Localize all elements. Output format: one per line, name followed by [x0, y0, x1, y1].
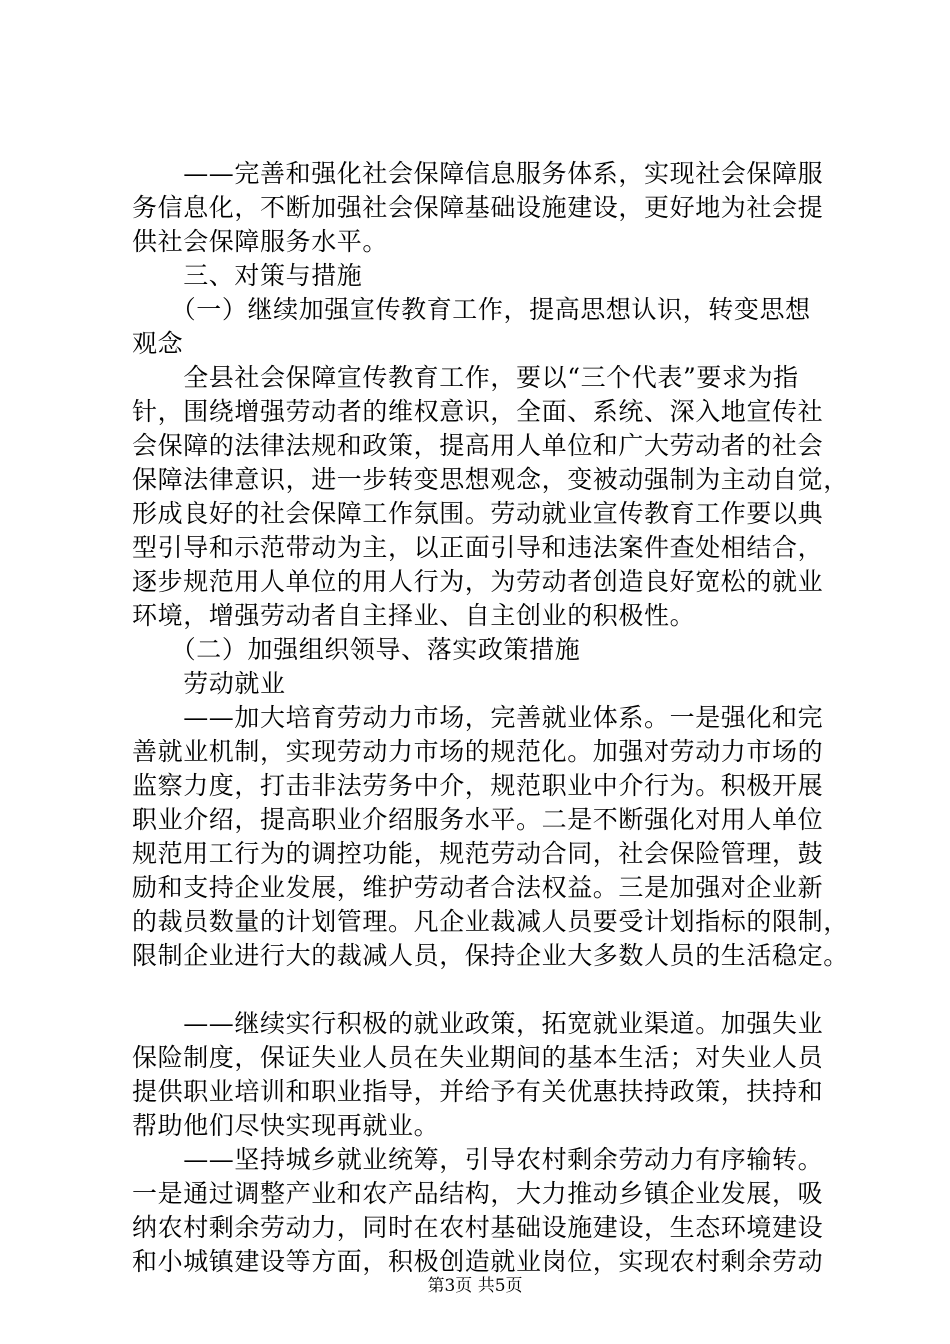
- text-line: 保障法律意识，进一步转变思想观念，变被动强制为主动自觉，: [132, 465, 849, 494]
- text-line: 观念: [132, 329, 184, 358]
- text-line: 形成良好的社会保障工作氛围。劳动就业宣传教育工作要以典: [132, 499, 824, 528]
- text-line: 针，围绕增强劳动者的维权意识，全面、系统、深入地宣传社: [132, 397, 824, 426]
- text-line: 一是通过调整产业和农产品结构，大力推动乡镇企业发展，吸: [132, 1179, 824, 1208]
- text-line: 型引导和示范带动为主，以正面引导和违法案件查处相结合，: [132, 533, 824, 562]
- text-line: 会保障的法律法规和政策，提高用人单位和广大劳动者的社会: [132, 431, 824, 460]
- text-line: 纳农村剩余劳动力，同时在农村基础设施建设，生态环境建设: [132, 1213, 824, 1242]
- text-line: （一）继续加强宣传教育工作，提高思想认识，转变思想: [132, 295, 811, 324]
- text-line: 环境，增强劳动者自主择业、自主创业的积极性。: [132, 601, 696, 630]
- text-line: 帮助他们尽快实现再就业。: [132, 1111, 440, 1140]
- text-line: ——继续实行积极的就业政策，拓宽就业渠道。加强失业: [132, 1009, 824, 1038]
- text-line: ——加大培育劳动力市场，完善就业体系。一是强化和完: [132, 703, 824, 732]
- document-body: [132, 157, 849, 1279]
- text-line: ——完善和强化社会保障信息服务体系，实现社会保障服: [132, 159, 824, 188]
- text-line: 励和支持企业发展，维护劳动者合法权益。三是加强对企业新: [132, 873, 824, 902]
- text-line: 善就业机制，实现劳动力市场的规范化。加强对劳动力市场的: [132, 737, 824, 766]
- text-line: 三、对策与措施: [132, 261, 363, 290]
- text-line: [132, 973, 834, 1007]
- text-line: ——坚持城乡就业统筹，引导农村剩余劳动力有序输转。: [132, 1145, 824, 1174]
- text-line: 和小城镇建设等方面，积极创造就业岗位，实现农村剩余劳动: [132, 1247, 824, 1276]
- text-line: 劳动就业: [132, 669, 286, 698]
- page-footer: 第3页 共5页: [427, 1276, 523, 1296]
- text-line: 职业介绍，提高职业介绍服务水平。二是不断强化对用人单位: [132, 805, 824, 834]
- text-line: 规范用工行为的调控功能，规范劳动合同，社会保险管理，鼓: [132, 839, 824, 868]
- text-line: 提供职业培训和职业指导，并给予有关优惠扶持政策，扶持和: [132, 1077, 824, 1106]
- text-line: 的裁员数量的计划管理。凡企业裁减人员要受计划指标的限制，: [132, 907, 849, 936]
- text-line: 供社会保障服务水平。: [132, 227, 389, 256]
- text-line: 限制企业进行大的裁减人员，保持企业大多数人员的生活稳定。: [132, 941, 849, 970]
- text-line: 监察力度，打击非法劳务中介，规范职业中介行为。积极开展: [132, 771, 824, 800]
- text-line: 保险制度，保证失业人员在失业期间的基本生活；对失业人员: [132, 1043, 824, 1072]
- text-line: 务信息化，不断加强社会保障基础设施建设，更好地为社会提: [132, 193, 824, 222]
- text-line: （二）加强组织领导、落实政策措施: [132, 635, 581, 664]
- text-line: 全县社会保障宣传教育工作，要以“三个代表”要求为指: [132, 363, 799, 392]
- text-line: 逐步规范用人单位的用人行为，为劳动者创造良好宽松的就业: [132, 567, 824, 596]
